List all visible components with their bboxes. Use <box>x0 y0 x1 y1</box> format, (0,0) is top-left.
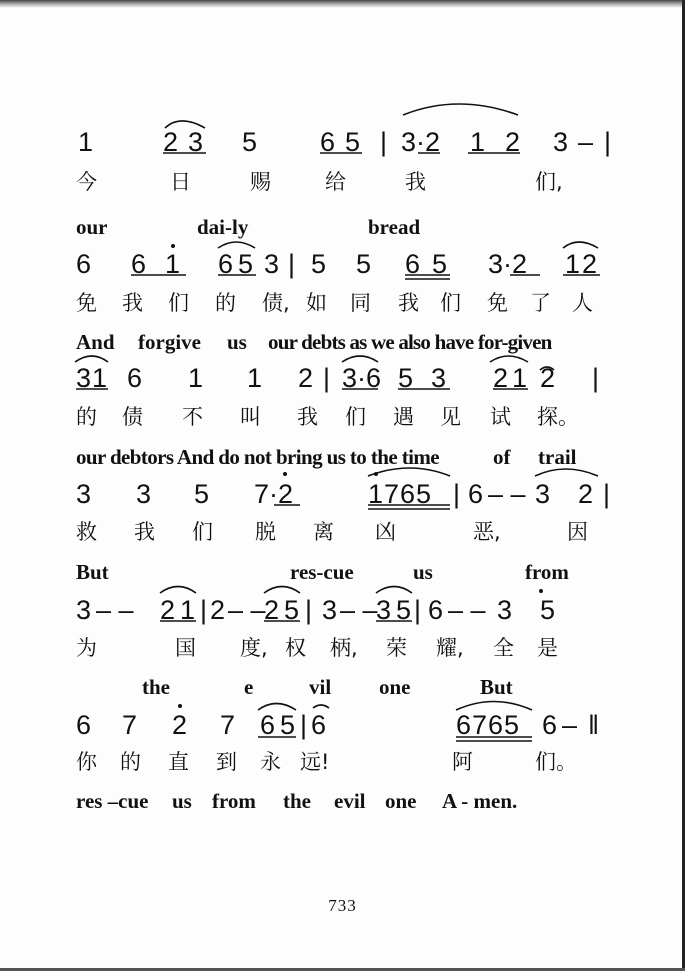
lyric-char: 荣 <box>386 636 407 660</box>
note: 5 <box>242 127 258 157</box>
lyric-char: 们。 <box>535 750 577 774</box>
english-lyrics-line-5 <box>0 667 685 707</box>
note-group: 1765 <box>368 479 433 509</box>
note: 5 <box>194 479 210 509</box>
note: 1 <box>470 127 486 157</box>
note-high: 2 <box>172 710 188 740</box>
lyric-char: 日 <box>170 170 191 194</box>
note: 2 <box>493 363 509 393</box>
note: 1 <box>188 363 204 393</box>
lyric-char: 我 <box>398 291 419 315</box>
lyric-word: one <box>385 789 417 813</box>
lyric-word: dai-ly <box>197 215 249 239</box>
english-lyrics-line-4 <box>0 552 685 592</box>
note: 1 <box>512 363 528 393</box>
lyric-char: 你 <box>76 750 97 774</box>
lyric-char: 阿 <box>452 750 473 774</box>
english-lyrics-line-2 <box>0 322 685 362</box>
note: 6 <box>320 127 336 157</box>
lyric-word: one <box>379 675 411 699</box>
barline: | <box>200 595 208 625</box>
lyric-char: 的 <box>215 291 236 315</box>
lyric-word: res-cue <box>290 560 354 584</box>
lyric-char: 同 <box>350 291 371 315</box>
lyric-word: us <box>227 330 247 354</box>
chinese-lyrics-line-2 <box>0 283 685 323</box>
final-barline: ‖ <box>588 710 600 740</box>
lyric-word: of <box>493 445 511 469</box>
lyric-char: 免 <box>76 291 97 315</box>
note: 3 <box>497 595 513 625</box>
note-dotted: 7·2 <box>254 479 294 509</box>
note: 2 <box>298 363 314 393</box>
note: 1 <box>180 595 196 625</box>
lyric-word: forgive <box>138 330 201 354</box>
lyric-char: 是 <box>537 636 558 660</box>
lyric-word: e <box>244 675 254 699</box>
chinese-lyrics-line-3 <box>0 397 685 437</box>
dash: – – <box>340 595 378 625</box>
lyric-char: 探。 <box>537 405 579 429</box>
english-lyrics-line-6 <box>0 781 685 821</box>
chinese-lyrics-line-4 <box>0 512 685 552</box>
barline: | <box>453 479 461 509</box>
lyric-char: 免 <box>487 291 508 315</box>
lyric-char: 我 <box>297 405 318 429</box>
note: 3 <box>76 595 92 625</box>
lyric-char: 离 <box>313 520 334 544</box>
lyric-char: 耀, <box>436 636 464 660</box>
lyric-char: 永 <box>260 750 281 774</box>
jianpu-line-5 <box>0 590 685 630</box>
note: 6 <box>260 710 276 740</box>
note: 1 <box>247 363 263 393</box>
jianpu-line-4 <box>0 474 685 514</box>
note: 2 <box>540 363 556 393</box>
note: 3 <box>264 249 280 279</box>
note: 5 <box>540 595 556 625</box>
barline: | <box>592 363 600 393</box>
note: 6 <box>218 249 234 279</box>
lyric-char: 恶, <box>473 520 501 544</box>
note: 5 <box>396 595 412 625</box>
lyric-word: us <box>172 789 192 813</box>
barline: | <box>604 127 612 157</box>
lyric-char: 今 <box>76 170 97 194</box>
lyric-word: And <box>76 330 115 354</box>
note: 6 <box>127 363 143 393</box>
note: 2 <box>505 127 521 157</box>
lyric-word: our <box>76 215 108 239</box>
note: 3 <box>376 595 392 625</box>
note: 5 <box>284 595 300 625</box>
barline: | <box>323 363 331 393</box>
lyric-char: 如 <box>306 291 327 315</box>
note: 1 <box>92 363 108 393</box>
chinese-lyrics-line-5 <box>0 628 685 668</box>
lyric-char: 我 <box>405 170 426 194</box>
lyric-char: 们, <box>535 170 563 194</box>
lyric-char: 直 <box>168 750 189 774</box>
lyric-char: 们 <box>345 405 366 429</box>
lyric-char: 给 <box>325 170 346 194</box>
note: 5 <box>238 249 254 279</box>
lyric-word: trail <box>538 445 577 469</box>
note: 3 <box>76 479 92 509</box>
note: 3 <box>136 479 152 509</box>
lyric-char: 了 <box>530 291 551 315</box>
jianpu-line-6 <box>0 705 685 745</box>
lyric-char: 远! <box>300 750 330 774</box>
lyric-word: our debts as we also have for-given <box>268 330 552 354</box>
chinese-lyrics-line-6 <box>0 742 685 782</box>
barline: | <box>305 595 313 625</box>
note: 7 <box>122 710 138 740</box>
lyric-char: 债, <box>262 291 290 315</box>
chinese-lyrics-line-1 <box>0 162 685 202</box>
lyric-char: 试 <box>490 405 511 429</box>
lyric-char: 国 <box>175 636 196 660</box>
lyric-word: bread <box>368 215 421 239</box>
note: 6 <box>428 595 444 625</box>
lyric-word: evil <box>334 789 366 813</box>
dash: – <box>562 710 578 740</box>
note: 2 <box>163 127 179 157</box>
lyric-char: 们 <box>440 291 461 315</box>
lyric-char: 叫 <box>240 405 261 429</box>
lyric-char: 凶 <box>375 520 396 544</box>
lyric-char: 到 <box>216 750 237 774</box>
lyric-char: 柄, <box>330 636 358 660</box>
lyric-char: 因 <box>567 520 588 544</box>
lyric-char: 遇 <box>393 405 414 429</box>
note: 2 <box>264 595 280 625</box>
lyric-word: us <box>413 560 433 584</box>
note: 3 <box>188 127 204 157</box>
dash: – <box>578 127 594 157</box>
barline: | <box>603 479 611 509</box>
lyric-word: But <box>76 560 109 584</box>
lyric-word: the <box>283 789 311 813</box>
note: 3 <box>322 595 338 625</box>
lyric-char: 全 <box>493 636 514 660</box>
note: 2 <box>210 595 226 625</box>
note: 3 <box>535 479 551 509</box>
lyric-word: A - men. <box>442 789 518 813</box>
note: 2 <box>582 249 598 279</box>
note: 5 <box>398 363 414 393</box>
barline: | <box>380 127 388 157</box>
note: 5 <box>311 249 327 279</box>
note-dotted: 3·2 <box>488 249 528 279</box>
lyric-char: 脱 <box>255 520 276 544</box>
lyric-char: 不 <box>182 405 203 429</box>
note: 5 <box>356 249 372 279</box>
lyric-char: 为 <box>76 636 97 660</box>
note-high: 1 <box>165 249 181 279</box>
barline: | <box>288 249 296 279</box>
dash: – – <box>488 479 526 509</box>
note: 2 <box>160 595 176 625</box>
note-group: 6765 <box>456 710 521 740</box>
note: 7 <box>220 710 236 740</box>
note: 3 <box>76 363 92 393</box>
lyric-char: 的 <box>76 405 97 429</box>
lyric-char: 们 <box>168 291 189 315</box>
lyric-char: 我 <box>134 520 155 544</box>
lyric-word: the <box>142 675 170 699</box>
lyric-char: 我 <box>122 291 143 315</box>
note: 1 <box>565 249 581 279</box>
note: 6 <box>542 710 558 740</box>
note: 5 <box>432 249 448 279</box>
dash: – – <box>448 595 486 625</box>
note-dotted: 3·2 <box>401 127 441 157</box>
lyric-char: 救 <box>76 520 97 544</box>
lyric-word: from <box>212 789 256 813</box>
note: 2 <box>578 479 594 509</box>
lyric-word: from <box>525 560 569 584</box>
note: 5 <box>280 710 296 740</box>
lyric-char: 赐 <box>250 170 271 194</box>
note: 1 <box>78 127 94 157</box>
jianpu-line-1 <box>0 122 685 162</box>
note: 6 <box>76 710 92 740</box>
dash: – – <box>96 595 134 625</box>
lyric-char: 度, <box>240 636 268 660</box>
note-dotted: 3·6 <box>342 363 382 393</box>
note: 6 <box>131 249 147 279</box>
note: 6 <box>468 479 484 509</box>
lyric-char: 人 <box>572 291 593 315</box>
jianpu-line-3 <box>0 358 685 398</box>
lyric-char: 债 <box>122 405 143 429</box>
lyric-word: our debtors And do not bring us to the time <box>76 445 439 469</box>
jianpu-line-2 <box>0 244 685 284</box>
lyric-word: But <box>480 675 513 699</box>
english-lyrics-line-1 <box>0 207 685 247</box>
lyric-char: 们 <box>192 520 213 544</box>
lyric-word: vil <box>309 675 332 699</box>
lyric-word: res –cue <box>76 789 149 813</box>
note-fermata: 6 <box>311 710 327 740</box>
page-number: 733 <box>328 896 357 915</box>
dash: – – <box>228 595 266 625</box>
lyric-char: 的 <box>120 750 141 774</box>
english-lyrics-line-3 <box>0 437 685 477</box>
note: 6 <box>76 249 92 279</box>
lyric-char: 权 <box>285 636 306 660</box>
note: 6 <box>405 249 421 279</box>
barline: | <box>300 710 308 740</box>
barline: | <box>414 595 422 625</box>
note: 3 <box>431 363 447 393</box>
note: 5 <box>345 127 361 157</box>
lyric-char: 见 <box>440 405 461 429</box>
note: 3 <box>553 127 569 157</box>
